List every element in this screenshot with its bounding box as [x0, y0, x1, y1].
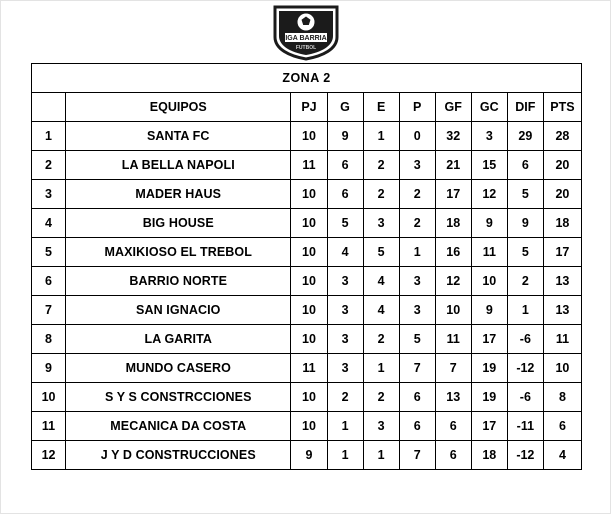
row-e: 1 — [363, 122, 399, 151]
row-dif: -12 — [507, 354, 543, 383]
row-e: 2 — [363, 383, 399, 412]
row-gf: 21 — [435, 151, 471, 180]
league-logo-area — [1, 1, 610, 63]
header-gc: GC — [471, 93, 507, 122]
row-gc: 11 — [471, 238, 507, 267]
row-team: BARRIO NORTE — [66, 267, 291, 296]
row-g: 9 — [327, 122, 363, 151]
row-pj: 10 — [291, 383, 327, 412]
row-e: 2 — [363, 180, 399, 209]
row-team: MAXIKIOSO EL TREBOL — [66, 238, 291, 267]
row-gf: 18 — [435, 209, 471, 238]
table-row — [32, 383, 582, 412]
row-pts: 6 — [543, 412, 581, 441]
table-row — [32, 267, 582, 296]
table-row — [32, 209, 582, 238]
row-pts: 8 — [543, 383, 581, 412]
row-dif: 29 — [507, 122, 543, 151]
row-pj: 10 — [291, 325, 327, 354]
row-gf: 32 — [435, 122, 471, 151]
table-row — [32, 412, 582, 441]
row-position: 11 — [32, 412, 66, 441]
row-position: 3 — [32, 180, 66, 209]
header-team: EQUIPOS — [66, 93, 291, 122]
row-gf: 11 — [435, 325, 471, 354]
row-position: 4 — [32, 209, 66, 238]
row-position: 2 — [32, 151, 66, 180]
row-gc: 9 — [471, 296, 507, 325]
row-e: 1 — [363, 354, 399, 383]
table-row — [32, 325, 582, 354]
row-g: 1 — [327, 412, 363, 441]
row-dif: 5 — [507, 180, 543, 209]
row-dif: 2 — [507, 267, 543, 296]
row-position: 10 — [32, 383, 66, 412]
standings-table — [31, 63, 582, 470]
row-gf: 17 — [435, 180, 471, 209]
row-gc: 19 — [471, 354, 507, 383]
row-pj: 10 — [291, 180, 327, 209]
table-row — [32, 180, 582, 209]
row-g: 3 — [327, 354, 363, 383]
row-e: 2 — [363, 325, 399, 354]
row-pts: 28 — [543, 122, 581, 151]
row-gc: 17 — [471, 412, 507, 441]
row-p: 7 — [399, 354, 435, 383]
row-gc: 19 — [471, 383, 507, 412]
row-gf: 10 — [435, 296, 471, 325]
row-pts: 11 — [543, 325, 581, 354]
row-gc: 12 — [471, 180, 507, 209]
row-team: J Y D CONSTRUCCIONES — [66, 441, 291, 470]
row-g: 3 — [327, 325, 363, 354]
row-dif: 1 — [507, 296, 543, 325]
row-p: 7 — [399, 441, 435, 470]
row-dif: 9 — [507, 209, 543, 238]
header-gf: GF — [435, 93, 471, 122]
row-team: LA GARITA — [66, 325, 291, 354]
row-gf: 6 — [435, 441, 471, 470]
row-gf: 12 — [435, 267, 471, 296]
row-pts: 20 — [543, 151, 581, 180]
row-e: 4 — [363, 267, 399, 296]
zone-title-row — [32, 64, 582, 93]
page-title: ZONA 2 — [32, 64, 582, 93]
row-g: 4 — [327, 238, 363, 267]
row-position: 8 — [32, 325, 66, 354]
row-position: 12 — [32, 441, 66, 470]
table-row — [32, 441, 582, 470]
row-e: 3 — [363, 209, 399, 238]
row-dif: 5 — [507, 238, 543, 267]
row-gc: 10 — [471, 267, 507, 296]
row-team: SAN IGNACIO — [66, 296, 291, 325]
header-p: P — [399, 93, 435, 122]
row-position: 6 — [32, 267, 66, 296]
row-pj: 11 — [291, 151, 327, 180]
row-p: 0 — [399, 122, 435, 151]
row-gc: 17 — [471, 325, 507, 354]
row-e: 2 — [363, 151, 399, 180]
row-p: 2 — [399, 209, 435, 238]
row-gf: 13 — [435, 383, 471, 412]
row-gc: 15 — [471, 151, 507, 180]
row-pts: 10 — [543, 354, 581, 383]
row-dif: 6 — [507, 151, 543, 180]
row-p: 1 — [399, 238, 435, 267]
row-pts: 17 — [543, 238, 581, 267]
row-pts: 20 — [543, 180, 581, 209]
row-dif: -6 — [507, 325, 543, 354]
row-pj: 10 — [291, 238, 327, 267]
row-team: SANTA FC — [66, 122, 291, 151]
row-p: 5 — [399, 325, 435, 354]
row-pj: 10 — [291, 122, 327, 151]
row-e: 5 — [363, 238, 399, 267]
table-row — [32, 238, 582, 267]
row-pj: 9 — [291, 441, 327, 470]
row-pj: 10 — [291, 209, 327, 238]
row-team: MUNDO CASERO — [66, 354, 291, 383]
row-dif: -6 — [507, 383, 543, 412]
row-team: S Y S CONSTRCCIONES — [66, 383, 291, 412]
row-gf: 6 — [435, 412, 471, 441]
row-pj: 11 — [291, 354, 327, 383]
league-logo-icon — [267, 3, 345, 61]
row-team: BIG HOUSE — [66, 209, 291, 238]
header-dif: DIF — [507, 93, 543, 122]
row-team: MECANICA DA COSTA — [66, 412, 291, 441]
header-pj: PJ — [291, 93, 327, 122]
row-p: 3 — [399, 267, 435, 296]
table-row — [32, 122, 582, 151]
row-e: 1 — [363, 441, 399, 470]
row-pj: 10 — [291, 296, 327, 325]
row-e: 3 — [363, 412, 399, 441]
row-team: LA BELLA NAPOLI — [66, 151, 291, 180]
row-g: 1 — [327, 441, 363, 470]
row-dif: -11 — [507, 412, 543, 441]
header-pts: PTS — [543, 93, 581, 122]
row-gc: 9 — [471, 209, 507, 238]
row-p: 3 — [399, 151, 435, 180]
row-g: 2 — [327, 383, 363, 412]
row-position: 7 — [32, 296, 66, 325]
row-p: 6 — [399, 412, 435, 441]
row-g: 5 — [327, 209, 363, 238]
table-row — [32, 151, 582, 180]
svg-text:FUTBOL: FUTBOL — [295, 45, 316, 51]
row-gc: 3 — [471, 122, 507, 151]
row-g: 6 — [327, 151, 363, 180]
header-position — [32, 93, 66, 122]
row-position: 5 — [32, 238, 66, 267]
row-p: 6 — [399, 383, 435, 412]
row-gc: 18 — [471, 441, 507, 470]
row-p: 2 — [399, 180, 435, 209]
standings-table-wrap — [31, 63, 580, 470]
row-g: 3 — [327, 296, 363, 325]
row-position: 1 — [32, 122, 66, 151]
row-team: MADER HAUS — [66, 180, 291, 209]
table-row — [32, 296, 582, 325]
row-g: 6 — [327, 180, 363, 209]
row-pts: 4 — [543, 441, 581, 470]
row-gf: 7 — [435, 354, 471, 383]
svg-text:LIGA BARRIAL: LIGA BARRIAL — [280, 35, 331, 42]
row-e: 4 — [363, 296, 399, 325]
row-p: 3 — [399, 296, 435, 325]
table-header-row — [32, 93, 582, 122]
table-row — [32, 354, 582, 383]
row-pj: 10 — [291, 412, 327, 441]
row-pts: 13 — [543, 267, 581, 296]
row-pts: 18 — [543, 209, 581, 238]
row-dif: -12 — [507, 441, 543, 470]
row-position: 9 — [32, 354, 66, 383]
header-g: G — [327, 93, 363, 122]
row-pj: 10 — [291, 267, 327, 296]
row-pts: 13 — [543, 296, 581, 325]
row-g: 3 — [327, 267, 363, 296]
row-gf: 16 — [435, 238, 471, 267]
header-e: E — [363, 93, 399, 122]
